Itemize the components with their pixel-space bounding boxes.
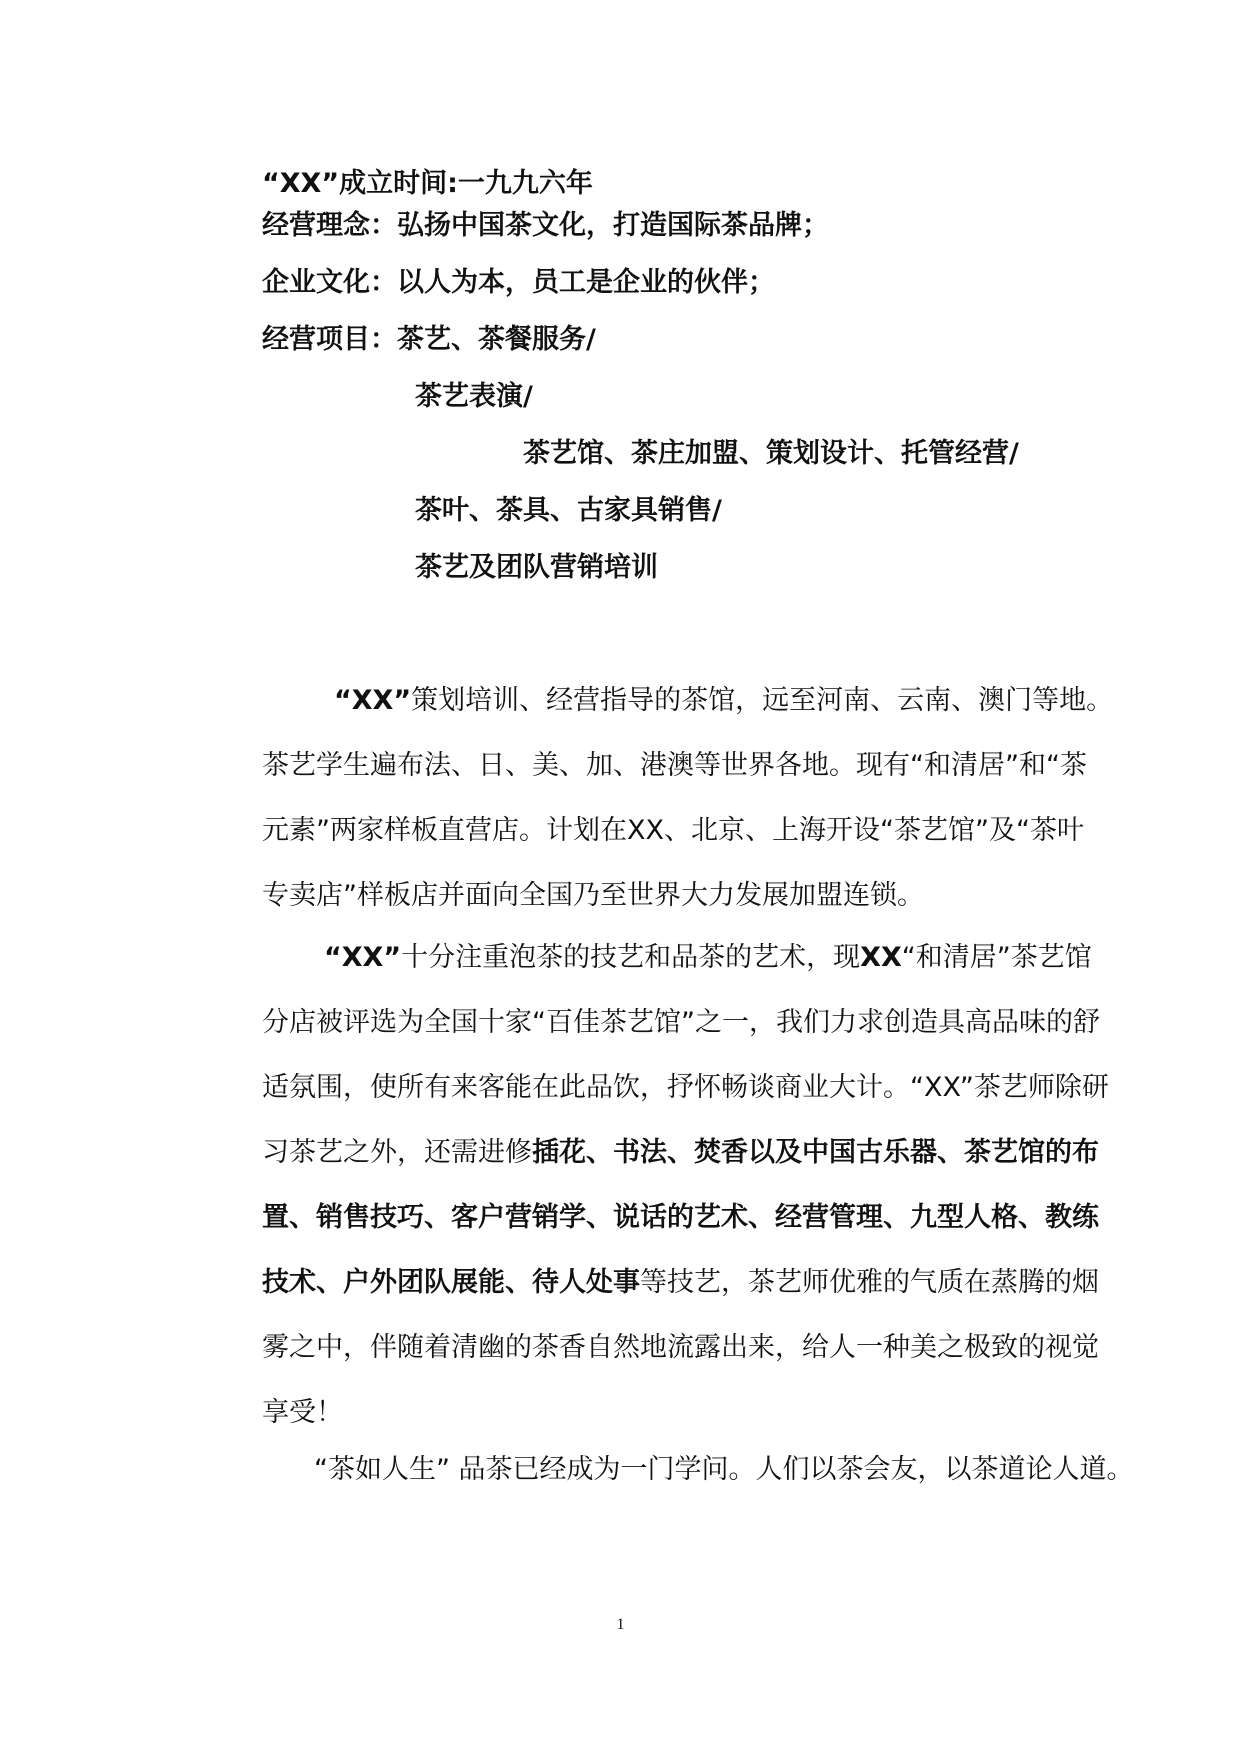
skills-list-end: 技术、户外团队展能、待人处事: [262, 1267, 640, 1298]
project-item-3: 茶艺馆、茶庄加盟、策划设计、托管经营/: [523, 438, 1019, 469]
paragraph-3: [262, 1437, 1162, 1502]
paragraph-3-line-1: “茶如人生” 品茶已经成为一门学问。人们以茶会友，以茶道论人道。: [314, 1454, 1134, 1485]
culture-line: 企业文化：以人为本，员工是企业的伙伴；: [262, 267, 775, 298]
paragraph-1-text: 策划培训、经营指导的茶馆，远至河南、云南、澳门等地。: [411, 685, 1114, 716]
paragraph-2-text-end: “和清居”茶艺馆: [901, 942, 1092, 973]
skills-list-start: 插花、书法、焚香以及中国古乐器、茶艺馆的布: [532, 1137, 1099, 1168]
project-item-2: 茶艺表演/: [415, 381, 533, 412]
paragraph-2-text: 十分注重泡茶的技艺和品茶的艺术，现: [401, 942, 861, 973]
paragraph-1-line-4: 专卖店”样板店并面向全国乃至世界大力发展加盟连锁。: [262, 880, 924, 911]
paragraph-2-line-8: 享受！: [262, 1397, 343, 1428]
paragraph-1-line-2: 茶艺学生遍布法、日、美、加、港澳等世界各地。现有“和清居”和“茶: [262, 750, 1087, 781]
brand-name-inline: XX: [860, 942, 902, 973]
page-number: 1: [616, 1616, 625, 1633]
skills-list-middle: 置、销售技巧、客户营销学、说话的艺术、经营管理、九型人格、教练: [262, 1202, 1099, 1233]
paragraph-1: [262, 668, 1162, 928]
paragraph-2-line-3: 适氛围，使所有来客能在此品饮，抒怀畅谈商业大计。“XX”茶艺师除研: [262, 1072, 1109, 1103]
projects-line: 经营项目：茶艺、茶餐服务/: [262, 324, 596, 355]
brand-name: “XX”: [334, 685, 412, 716]
paragraph-2-line-4: [262, 1120, 1162, 1185]
project-item-5: 茶艺及团队营销培训: [415, 552, 658, 583]
paragraph-2-line-7: 雾之中，伴随着清幽的茶香自然地流露出来，给人一种美之极致的视觉: [262, 1332, 1099, 1363]
paragraph-2-line-6-plain: 等技艺，茶艺师优雅的气质在蒸腾的烟: [640, 1267, 1099, 1298]
paragraph-2-line-1: [262, 925, 1162, 990]
paragraph-2-line-6: [262, 1250, 1162, 1315]
paragraph-1-line-3: 元素”两家样板直营店。计划在XX、北京、上海开设“茶艺馆”及“茶叶: [262, 815, 1084, 846]
project-item-4: 茶叶、茶具、古家具销售/: [415, 495, 722, 526]
brand-name: “XX”: [324, 942, 402, 973]
founded-line: “XX”成立时间:一九九六年: [262, 168, 593, 199]
paragraph-2-line-2: 分店被评选为全国十家“百佳茶艺馆”之一，我们力求创造具高品味的舒: [262, 1007, 1100, 1038]
paragraph-2-line-4-plain: 习茶艺之外，还需进修: [262, 1137, 532, 1168]
paragraph-1-line-1: [262, 668, 1162, 733]
philosophy-line: 经营理念：弘扬中国茶文化，打造国际茶品牌；: [262, 210, 829, 241]
paragraph-2: [262, 925, 1162, 1445]
